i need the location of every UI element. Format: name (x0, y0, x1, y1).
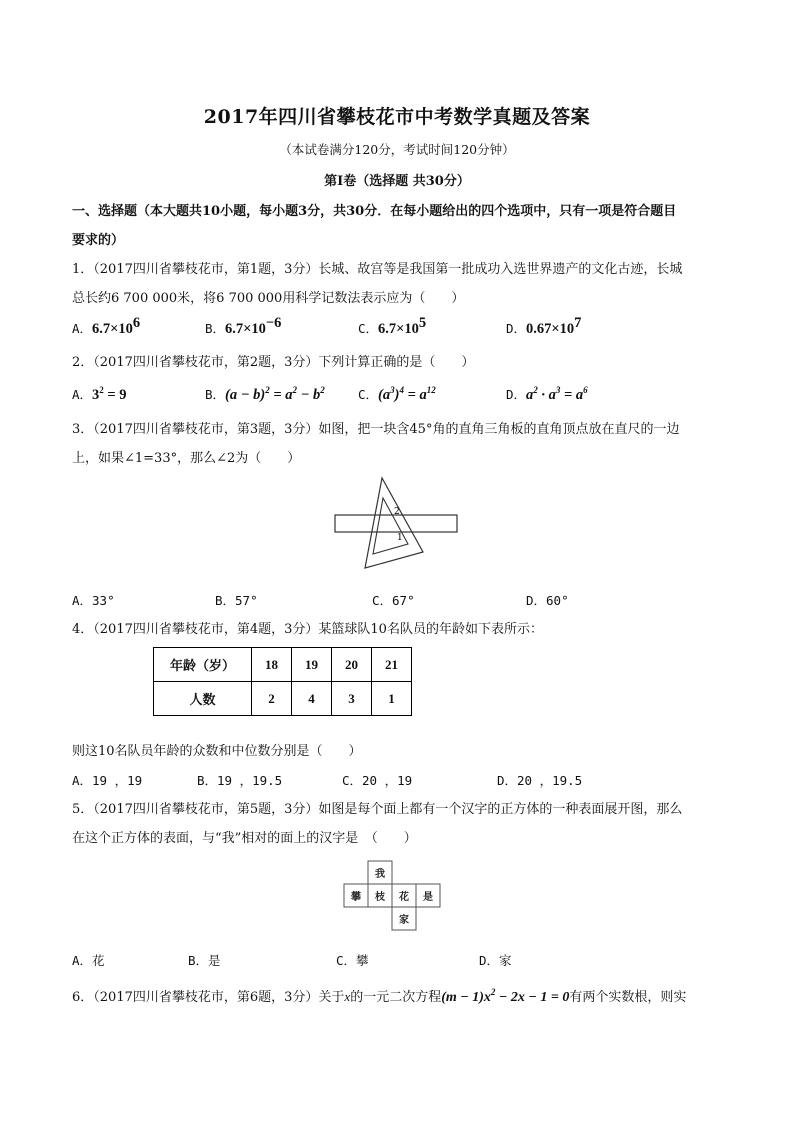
q3-option-b: B．57° (215, 593, 258, 608)
q4-stem: 4．（2017四川省攀枝花市，第4题，3分）某篮球队10名队员的年龄如下表所示： (72, 622, 543, 637)
table-header-count: 人数 (154, 682, 252, 716)
table-cell: 1 (372, 682, 412, 716)
table-cell: 18 (252, 648, 292, 682)
table-cell: 4 (292, 682, 332, 716)
q5-option-b: B．是 (188, 953, 221, 968)
q5-option-a: A．花 (72, 953, 105, 968)
q4-option-b: B．19 ，19.5 (197, 773, 283, 788)
q5-option-c: C．攀 (336, 953, 369, 968)
q1-option-c: C．$6.7\times 10^5$ (358, 315, 427, 337)
exam-subtitle: （本试卷满分120分，考试时间120分钟） (279, 142, 515, 157)
net-face: 枝 (375, 892, 385, 903)
q2-stem: 2．（2017四川省攀枝花市，第2题，3分）下列计算正确的是（ ） (72, 355, 475, 370)
q4-option-c: C．20 ，19 (342, 773, 413, 788)
net-face: 是 (423, 892, 433, 903)
q2-option-a: A．$3^2 = 9$ (72, 385, 127, 403)
q5-stem-line2: 在这个正方体的表面，与“我”相对的面上的汉字是 （ ） (72, 831, 417, 846)
table-cell: 19 (292, 648, 332, 682)
triangle-outer (365, 478, 423, 568)
age-table (153, 647, 412, 716)
q2-option-b: B．$(a - b)^2 = a^2 - b^2$ (205, 385, 325, 403)
q4-option-a: A．19 ，19 (72, 773, 143, 788)
table-row (154, 648, 412, 682)
part-title: 第Ⅰ卷（选择题 共30分） (324, 174, 470, 189)
q3-option-a: A．33° (72, 593, 115, 608)
page-title: 2017年四川省攀枝花市中考数学真题及答案 (203, 106, 591, 128)
ruler-shape (335, 515, 457, 532)
section-heading-line2: 要求的） (72, 233, 125, 248)
angle-1-label: 1 (397, 533, 403, 543)
q1-option-a: A．$6.7\times 10^6$ (72, 315, 141, 337)
q1-stem-line2: 总长约6 700 000米，将6 700 000用科学记数法表示应为（ ） (72, 291, 465, 306)
cube-net-figure (338, 859, 442, 933)
table-cell: 20 (332, 648, 372, 682)
q6-stem: 6．（2017四川省攀枝花市，第6题，3分）关于x的一元二次方程$(m - 1)x^2 - 2x - 1 = 0$有两个实数根，则实 (72, 987, 687, 1005)
section-heading-line1: 一、选择题（本大题共10小题，每小题3分，共30分．在每小题给出的四个选项中，只有一项是符合题目 (72, 204, 677, 219)
q1-option-d: D．$0.67\times 10^7$ (506, 315, 582, 337)
table-header-age: 年龄（岁） (154, 648, 252, 682)
q3-stem-line1: 3．（2017四川省攀枝花市，第3题，3分）如图，把一块含45°角的直角三角板的直角顶点放在直尺的一边 (72, 422, 680, 437)
q3-option-d: D．60° (526, 593, 569, 608)
table-row (154, 682, 412, 716)
q3-option-c: C．67° (372, 593, 415, 608)
ruler-triangle-figure (330, 476, 470, 574)
net-face-top: 我 (375, 869, 385, 880)
triangle-inner (373, 498, 408, 554)
q2-option-d: D．$a^2 \cdot a^3 = a^6$ (506, 385, 588, 403)
q4-option-d: D．20 ，19.5 (497, 773, 583, 788)
net-face: 攀 (351, 892, 361, 903)
table-cell: 3 (332, 682, 372, 716)
angle-2-label: 2 (394, 507, 400, 517)
q1-option-b: B．$6.7\times 10^{-6}$ (205, 315, 282, 337)
q5-stem-line1: 5．（2017四川省攀枝花市，第5题，3分）如图是每个面上都有一个汉字的正方体的一种表面展开图，那么 (72, 802, 683, 817)
q5-option-d: D．家 (479, 953, 512, 968)
q4-question: 则这10名队员年龄的众数和中位数分别是（ ） (72, 744, 362, 759)
q1-stem-line1: 1．（2017四川省攀枝花市，第1题，3分）长城、故宫等是我国第一批成功入选世界遗产的文化古迹，长城 (72, 262, 683, 277)
q2-option-c: C．$(a^3)^4 = a^{12}$ (358, 385, 436, 403)
net-face: 花 (399, 892, 409, 903)
net-face-bottom: 家 (399, 915, 409, 926)
table-cell: 2 (252, 682, 292, 716)
q3-stem-line2: 上，如果∠1=33°，那么∠2为（ ） (72, 451, 301, 466)
table-cell: 21 (372, 648, 412, 682)
